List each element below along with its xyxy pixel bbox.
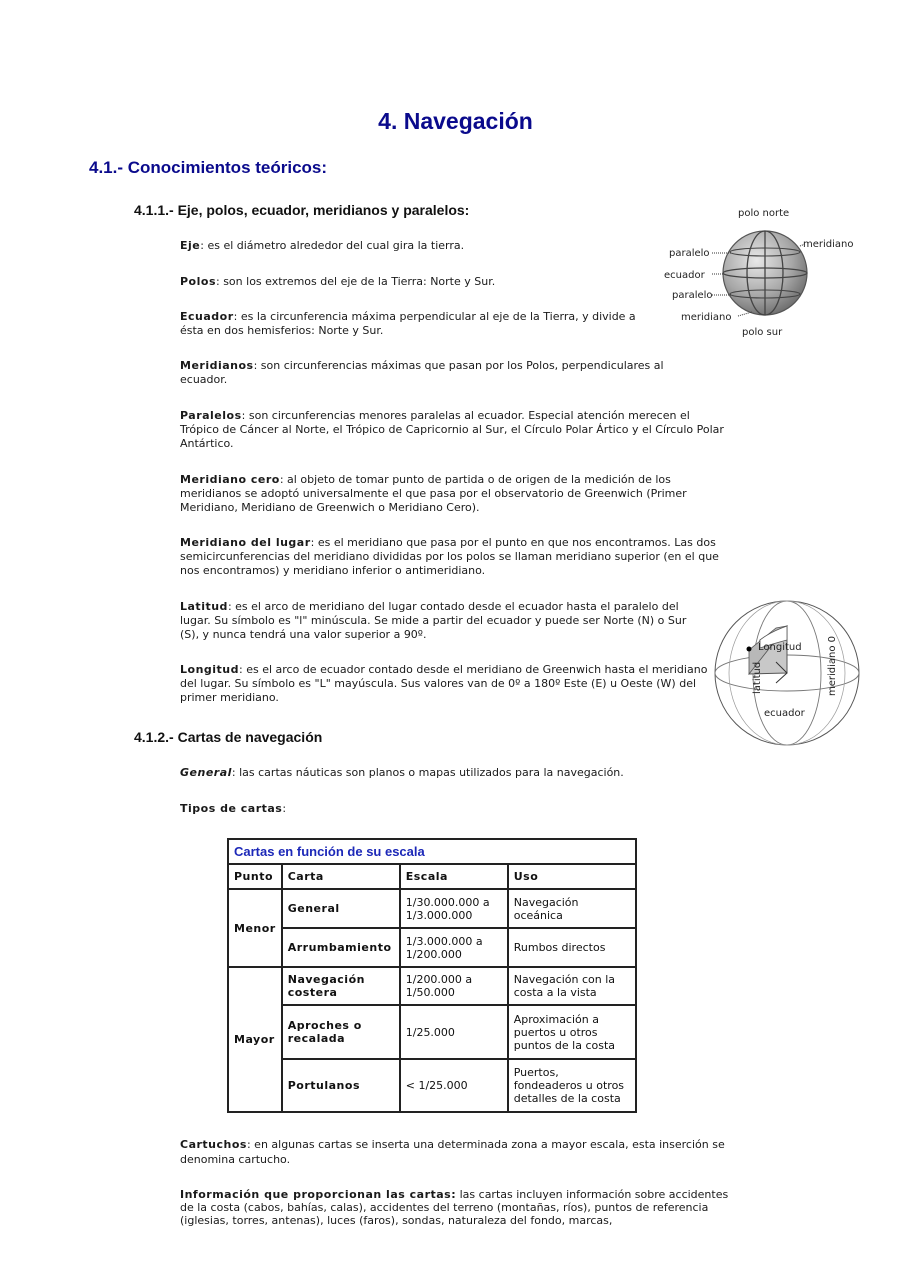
- table-header: Carta: [282, 864, 400, 889]
- definition-meridianos: Meridianos: son circunferencias máximas que pasan por los Polos, perpendiculares al ecuador.: [180, 359, 664, 386]
- definition-paralelos: Paralelos: son circunferencias menores paralelas al ecuador. Especial atención merecen el Trópico de Cáncer al Norte, el Trópico de Capricornio al Sur, el Círculo Polar Ártico y el Círculo Polar Antártico.: [180, 409, 724, 450]
- table-cell-uso: Rumbos directos: [508, 928, 636, 967]
- table-cell-carta: Aproches o recalada: [282, 1005, 400, 1059]
- label-paralelo-bottom: paralelo: [672, 290, 713, 301]
- label-polo-sur: polo sur: [742, 327, 783, 338]
- table-header: Escala: [400, 864, 508, 889]
- table-cell-carta: Portulanos: [282, 1059, 400, 1112]
- table-cell-carta: Arrumbamiento: [282, 928, 400, 967]
- subsection-heading-2: 4.1.2.- Cartas de navegación: [134, 729, 323, 745]
- definition-meridiano-del-lugar: Meridiano del lugar: es el meridiano que pasa por el punto en que nos encontramos. Las dos semicircunferencias del meridiano divididas por los polos se llaman meridiano superior (en el que nos encontramos) y meridiano inferior o antimeridiano.: [180, 536, 719, 577]
- table-cell-escala: 1/30.000.000 a 1/3.000.000: [400, 889, 508, 928]
- definition-cartuchos: Cartuchos: en algunas cartas se inserta una determinada zona a mayor escala, esta inserción se denomina cartucho.: [180, 1138, 725, 1166]
- label-meridiano-0: meridiano 0: [827, 635, 838, 696]
- table-cell-uso: Aproximación a puertos u otros puntos de la costa: [508, 1005, 636, 1059]
- table-cell-uso: Puertos, fondeaderos u otros detalles de la costa: [508, 1059, 636, 1112]
- table-header: Uso: [508, 864, 636, 889]
- table-cell-uso: Navegación con la costa a la vista: [508, 967, 636, 1005]
- definition-informacion: Información que proporcionan las cartas: las cartas incluyen información sobre accidentes de la costa (cabos, bahías, calas), accidentes del terreno (montañas, ríos), puntos de referencia (iglesias, torres, antenas), luces (faros), sondas, naturaleza del fondo, marcas,: [180, 1188, 729, 1227]
- subsection-heading-1: 4.1.1.- Eje, polos, ecuador, meridianos y paralelos:: [134, 202, 470, 218]
- label-ecuador: ecuador: [664, 270, 705, 281]
- label-meridiano-left: meridiano: [681, 312, 732, 323]
- earth-axes-diagram: [660, 200, 865, 345]
- definition-eje: Eje: es el diámetro alrededor del cual gira la tierra.: [180, 239, 465, 252]
- table-cell-carta: General: [282, 889, 400, 928]
- definition-general: General: las cartas náuticas son planos o mapas utilizados para la navegación.: [180, 766, 624, 779]
- table-row: [228, 1059, 636, 1112]
- scale-table: [227, 838, 637, 1113]
- table-cell-escala: < 1/25.000: [400, 1059, 508, 1112]
- table-row: [228, 1005, 636, 1059]
- table-row: [228, 928, 636, 967]
- table-cell-carta: Navegación costera: [282, 967, 400, 1005]
- latitude-longitude-diagram: [712, 598, 862, 748]
- table-cell-escala: 1/25.000: [400, 1005, 508, 1059]
- table-cell-escala: 1/3.000.000 a 1/200.000: [400, 928, 508, 967]
- label-latitud: latitud: [752, 661, 763, 694]
- definition-polos: Polos: son los extremos del eje de la Tierra: Norte y Sur.: [180, 275, 496, 288]
- label-paralelo-top: paralelo: [669, 248, 710, 259]
- label-ecuador-2: ecuador: [764, 708, 805, 719]
- location-point: [747, 647, 752, 652]
- definition-ecuador: Ecuador: es la circunferencia máxima perpendicular al eje de la Tierra, y divide a ésta en dos hemisferios: Norte y Sur.: [180, 310, 636, 337]
- table-row: [228, 889, 636, 928]
- label-longitud: Longitud: [758, 642, 802, 653]
- section-heading: 4.1.- Conocimientos teóricos:: [89, 158, 328, 177]
- label-meridiano-right: meridiano: [803, 239, 854, 250]
- table-caption: Cartas en función de su escala: [228, 839, 636, 864]
- table-row: [228, 967, 636, 1005]
- label-polo-norte: polo norte: [738, 208, 790, 219]
- table-cell-uso: Navegación oceánica: [508, 889, 636, 928]
- definition-latitud: Latitud: es el arco de meridiano del lugar contado desde el ecuador hasta el paralelo del lugar. Su símbolo es "l" minúscula. Se mide a partir del ecuador y puede ser Norte (N) o Sur (S), y nunca tendrá una valor superior a 90º.: [180, 600, 687, 641]
- definition-longitud: Longitud: es el arco de ecuador contado desde el meridiano de Greenwich hasta el meridiano del lugar. Su símbolo es "L" mayúscula. Sus valores van de 0º a 180º Este (E) u Oeste (W) del primer meridiano.: [180, 663, 708, 704]
- tipos-de-cartas-label: Tipos de cartas:: [180, 802, 287, 815]
- page-title: 4. Navegación: [378, 108, 533, 134]
- table-header: Punto: [228, 864, 282, 889]
- table-cell-escala: 1/200.000 a 1/50.000: [400, 967, 508, 1005]
- table-cell-punto: Mayor: [228, 967, 282, 1112]
- definition-meridiano-cero: Meridiano cero: al objeto de tomar punto de partida o de origen de la medición de los meridianos se adoptó universalmente el que pasa por el observatorio de Greenwich (Primer Meridiano, Meridiano de Greenwich o Meridiano Cero).: [180, 473, 687, 514]
- table-cell-punto: Menor: [228, 889, 282, 967]
